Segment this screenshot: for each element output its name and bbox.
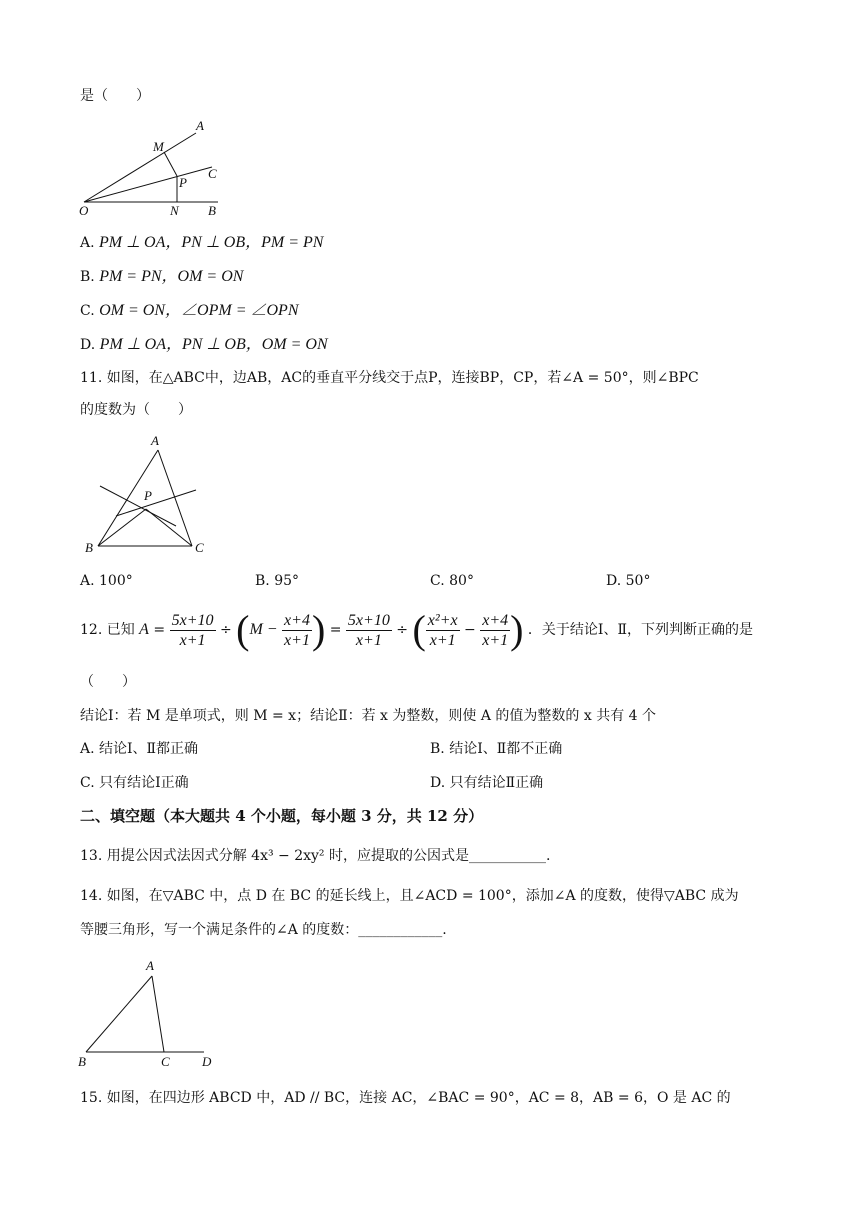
q10-label-a: A [196, 118, 204, 133]
q13-text: 13. 用提公因式法因式分解 4x³ − 2xy² 时，应提取的公因式是___________. [80, 848, 551, 864]
q11-option-a: A. 100° [80, 573, 133, 589]
q11-figure [80, 430, 220, 558]
q12-conclusions: 结论Ⅰ：若 M 是单项式，则 M = x；结论Ⅱ：若 x 为整数，则使 A 的值为整数的 x 共有 4 个 [80, 708, 657, 724]
q12-fraction-1: $\frac{5x+10}{x+1}$ [171, 611, 214, 649]
q11-label-c: C [195, 540, 204, 555]
q10-label-m: M [153, 139, 164, 154]
q10-figure [70, 112, 240, 224]
q15-text: 15. 如图，在四边形 ABCD 中，AD // BC，连接 AC，∠BAC = 90°，AC = 8，AB = 6，O 是 AC 的 [80, 1090, 731, 1106]
q10-option-b: B. PM = PN，OM = ON [80, 268, 244, 285]
q14-label-c: C [161, 1054, 170, 1069]
q12-option-c: C. 只有结论Ⅰ正确 [80, 775, 189, 791]
q10-option-c: C. OM = ON，∠OPM = ∠OPN [80, 302, 299, 319]
q10-label-c: C [208, 166, 217, 181]
q10-label-p: P [179, 175, 187, 190]
q12-fraction-3: $\frac{\text{x²+x}}{x+1}$ [427, 611, 458, 649]
section-2-title: 二、填空题（本大题共 4 个小题，每小题 3 分，共 12 分） [80, 807, 484, 825]
q11-line1: 11. 如图，在△ABC中，边AB，AC的垂直平分线交于点P，连接BP，CP，若∠A = 50°，则∠BPC [80, 370, 699, 386]
q10-label-o: O [79, 203, 89, 218]
q14-figure [74, 952, 224, 1072]
q12-paren: （ ） [80, 674, 136, 690]
q12-fraction-2: $\frac{x+4}{x+1}$ [284, 611, 310, 649]
q12-stem: 12. 已知 A = $\frac{5x+10}{x+1}$ ÷ (M − $\frac{x+4}{x+1}$ ) = $\frac{5x+10}{x+1}$ ÷ ( $\frac{\text{x²+x}}{x+1}$ − $\frac{x+4}{x+1}$ ) ．关于结论Ⅰ、Ⅱ，下列判断正确的是 [80, 607, 753, 652]
q11-option-b: B. 95° [255, 573, 300, 589]
q12-option-a: A. 结论Ⅰ、Ⅱ都正确 [80, 741, 199, 757]
q14-label-b: B [78, 1054, 86, 1069]
q14-label-a: A [146, 958, 154, 973]
q12-fraction-2b: $\frac{x+4}{x+1}$ [482, 611, 509, 649]
q14-label-d: D [202, 1054, 212, 1069]
q10-stem-end: 是（ ） [80, 88, 150, 104]
q11-label-b: B [85, 540, 93, 555]
q10-option-a: A. PM ⊥ OA，PN ⊥ OB，PM = PN [80, 234, 324, 251]
q14-line1: 14. 如图，在▽ABC 中，点 D 在 BC 的延长线上，且∠ACD = 100°，添加∠A 的度数，使得▽ABC 成为 [80, 888, 739, 904]
q11-line2: 的度数为（ ） [80, 402, 192, 418]
q10-label-n: N [170, 203, 179, 218]
q11-option-d: D. 50° [606, 573, 651, 589]
q11-label-p: P [144, 488, 152, 503]
q11-option-c: C. 80° [430, 573, 474, 589]
q14-line2: 等腰三角形，写一个满足条件的∠A 的度数：____________. [80, 922, 447, 938]
q10-label-b: B [208, 203, 216, 218]
q12-fraction-1b: $\frac{5x+10}{x+1}$ [347, 611, 390, 649]
q10-option-d: D. PM ⊥ OA，PN ⊥ OB，OM = ON [80, 336, 328, 353]
q11-label-a: A [151, 433, 159, 448]
q12-option-d: D. 只有结论Ⅱ正确 [430, 775, 544, 791]
q12-option-b: B. 结论Ⅰ、Ⅱ都不正确 [430, 741, 563, 757]
